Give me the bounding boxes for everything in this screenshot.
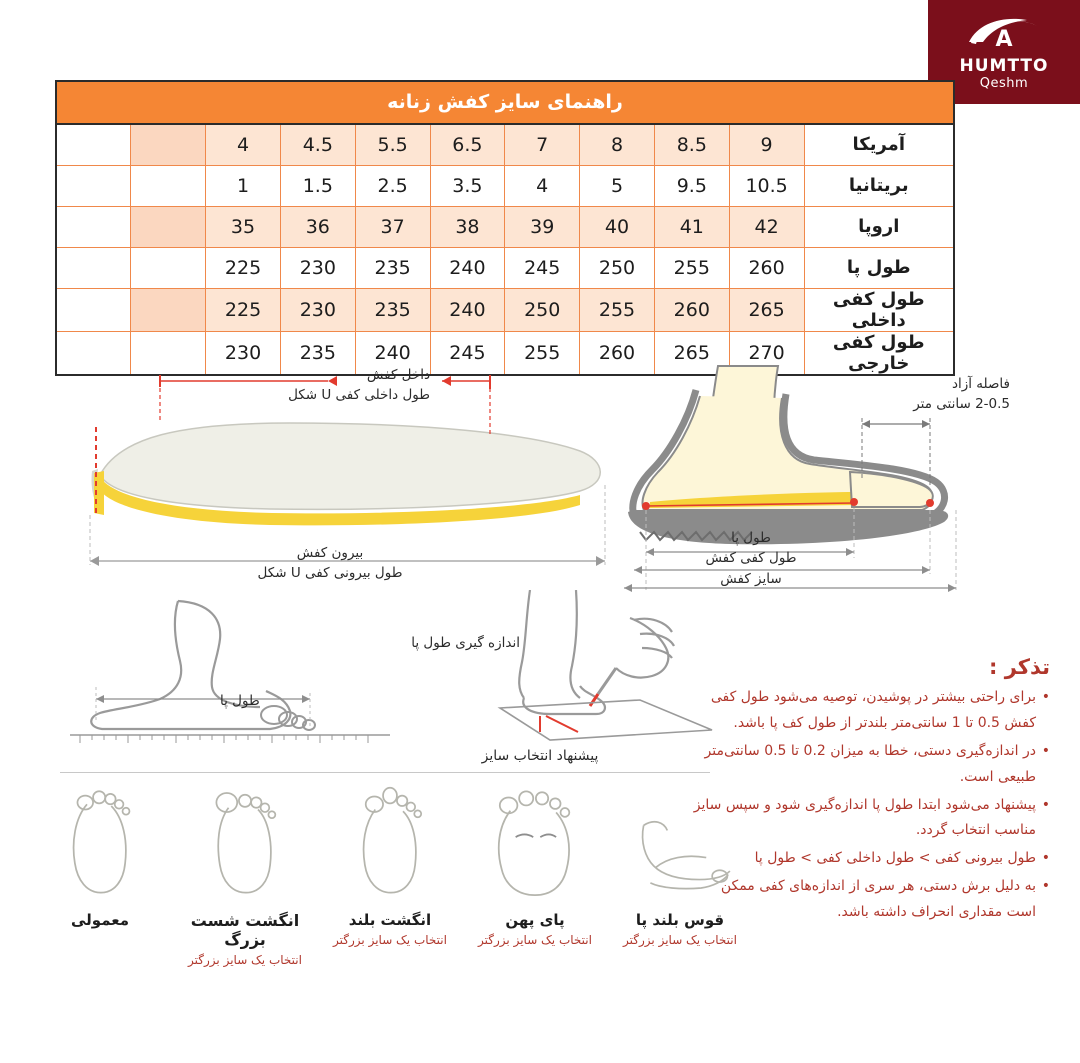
foot-type-hint: انتخاب یک سایز بزرگتر bbox=[188, 953, 302, 967]
table-cell: 240 bbox=[430, 288, 505, 331]
table-cell: 35 bbox=[206, 206, 281, 247]
table-cell: 225 bbox=[206, 288, 281, 331]
row-label: طول کفی داخلی bbox=[804, 288, 954, 331]
table-spacer-cell bbox=[131, 288, 206, 331]
table-cell: 270 bbox=[729, 331, 804, 375]
note-item: • در اندازه‌گیری دستی، خطا به میزان 0.2 تا 0.5 سانتی‌متر طبیعی است. bbox=[690, 739, 1050, 791]
row-label: طول کفی خارجی bbox=[804, 331, 954, 375]
shoe-dim-label-1: طول پا bbox=[731, 530, 771, 546]
table-cell: 260 bbox=[654, 288, 729, 331]
table-spacer-cell bbox=[131, 247, 206, 288]
size-table-wrap bbox=[55, 80, 955, 376]
foot-type-name: قوس بلند پا bbox=[635, 911, 725, 929]
brand-name: HUMTTO bbox=[959, 56, 1049, 77]
note-item: • به دلیل برش دستی، هر سری از اندازه‌های کفی ممکن است مقداری انحراف داشته باشد. bbox=[690, 874, 1050, 926]
notes-title: تذکر : bbox=[988, 655, 1050, 679]
free-space-label-2: 2-0.5 سانتی متر bbox=[913, 396, 1010, 413]
notes-block bbox=[690, 655, 1050, 928]
table-row bbox=[56, 165, 954, 206]
table-cell: 8 bbox=[580, 124, 655, 165]
table-cell: 38 bbox=[430, 206, 505, 247]
size-table-title: راهنمای سایز کفش زنانه bbox=[55, 80, 955, 123]
table-cell: 265 bbox=[729, 288, 804, 331]
foot-type-item bbox=[620, 775, 740, 949]
foot-type-illustration bbox=[620, 775, 740, 905]
note-item: • برای راحتی بیشتر در پوشیدن، توصیه می‌شود طول کفی کفش 0.5 تا 1 سانتی‌متر بلندتر از طول کف پا باشد. bbox=[690, 685, 1050, 737]
foot-type-item bbox=[330, 775, 450, 949]
foot-type-hint: انتخاب یک سایز بزرگتر bbox=[623, 933, 737, 947]
table-cell: 37 bbox=[355, 206, 430, 247]
table-cell: 5.5 bbox=[355, 124, 430, 165]
foot-type-hint: انتخاب یک سایز بزرگتر bbox=[478, 933, 592, 947]
foot-types-row bbox=[40, 775, 740, 969]
insole-inner-label-2: طول داخلی کفی U شکل bbox=[288, 387, 430, 404]
foot-type-illustration bbox=[40, 775, 160, 905]
table-cell: 245 bbox=[505, 247, 580, 288]
table-spacer-cell bbox=[56, 288, 131, 331]
foot-type-illustration bbox=[330, 775, 450, 905]
foot-type-name: معمولی bbox=[70, 911, 130, 929]
table-cell: 1 bbox=[206, 165, 281, 206]
table-row bbox=[56, 288, 954, 331]
row-label: اروپا bbox=[804, 206, 954, 247]
table-cell: 1.5 bbox=[280, 165, 355, 206]
brand-sub: Qeshm bbox=[979, 76, 1029, 92]
table-cell: 235 bbox=[355, 247, 430, 288]
table-cell: 240 bbox=[430, 247, 505, 288]
table-cell: 250 bbox=[580, 247, 655, 288]
table-cell: 4 bbox=[505, 165, 580, 206]
svg-text:A: A bbox=[995, 27, 1013, 53]
table-spacer-cell bbox=[131, 124, 206, 165]
table-cell: 4.5 bbox=[280, 124, 355, 165]
foot-type-name: انگشت بلند bbox=[348, 911, 432, 929]
foot-type-hint: انتخاب یک سایز بزرگتر bbox=[333, 933, 447, 947]
table-cell: 260 bbox=[580, 331, 655, 375]
foot-types-divider bbox=[60, 772, 710, 773]
row-label: بریتانیا bbox=[804, 165, 954, 206]
insole-outer-label-2: طول بیرونی کفی U شکل bbox=[257, 565, 403, 582]
table-cell: 41 bbox=[654, 206, 729, 247]
foot-type-illustration bbox=[475, 775, 595, 905]
table-spacer-cell bbox=[56, 165, 131, 206]
note-item: • پیشنهاد می‌شود ابتدا طول پا اندازه‌گیری شود و سپس سایز مناسب انتخاب گردد. bbox=[690, 793, 1050, 845]
table-cell: 250 bbox=[505, 288, 580, 331]
foot-measure-title: اندازه گیری طول پا bbox=[411, 635, 520, 651]
foot-length-label: طول پا bbox=[220, 693, 260, 709]
table-row bbox=[56, 247, 954, 288]
palm-tree-letter-a-icon bbox=[949, 12, 1059, 56]
shoe-side-figure bbox=[600, 360, 1010, 600]
row-label: طول پا bbox=[804, 247, 954, 288]
row-label: آمریکا bbox=[804, 124, 954, 165]
table-cell: 260 bbox=[729, 247, 804, 288]
insole-figure bbox=[60, 365, 620, 595]
table-cell: 230 bbox=[280, 288, 355, 331]
table-spacer-cell bbox=[131, 206, 206, 247]
table-row bbox=[56, 206, 954, 247]
table-cell: 2.5 bbox=[355, 165, 430, 206]
table-spacer-cell bbox=[56, 206, 131, 247]
table-cell: 40 bbox=[580, 206, 655, 247]
table-cell: 9.5 bbox=[654, 165, 729, 206]
foot-type-illustration bbox=[185, 775, 305, 905]
table-cell: 255 bbox=[654, 247, 729, 288]
table-cell: 5 bbox=[580, 165, 655, 206]
table-cell: 240 bbox=[355, 331, 430, 375]
free-space-label-1: فاصله آزاد bbox=[951, 376, 1010, 392]
table-cell: 235 bbox=[355, 288, 430, 331]
table-cell: 225 bbox=[206, 247, 281, 288]
table-cell: 39 bbox=[505, 206, 580, 247]
table-cell: 10.5 bbox=[729, 165, 804, 206]
foot-types-title: پیشنهاد انتخاب سایز bbox=[481, 748, 599, 764]
table-cell: 255 bbox=[505, 331, 580, 375]
insole-outer-label-1: بیرون کفش bbox=[296, 545, 364, 561]
insole-inner-label-1: داخل کفش bbox=[366, 367, 430, 383]
foot-type-item bbox=[40, 775, 160, 932]
table-row bbox=[56, 124, 954, 165]
note-item: • طول بیرونی کفی > طول داخلی کفی > طول پا bbox=[690, 846, 1050, 872]
table-cell: 255 bbox=[580, 288, 655, 331]
foot-type-item bbox=[185, 775, 305, 969]
table-cell: 235 bbox=[280, 331, 355, 375]
shoe-dim-label-2: طول کفی کفش bbox=[705, 550, 797, 567]
table-cell: 230 bbox=[280, 247, 355, 288]
size-table bbox=[55, 80, 955, 376]
size-table-body bbox=[56, 124, 954, 375]
table-cell: 4 bbox=[206, 124, 281, 165]
table-cell: 36 bbox=[280, 206, 355, 247]
table-cell: 8.5 bbox=[654, 124, 729, 165]
foot-measure-figure bbox=[60, 595, 530, 755]
table-spacer-cell bbox=[56, 124, 131, 165]
notes-list bbox=[690, 685, 1050, 926]
table-cell: 42 bbox=[729, 206, 804, 247]
foot-type-name: انگشت شست بزرگ bbox=[190, 911, 300, 949]
table-cell: 3.5 bbox=[430, 165, 505, 206]
table-cell: 9 bbox=[729, 124, 804, 165]
foot-type-item bbox=[475, 775, 595, 949]
table-cell: 245 bbox=[430, 331, 505, 375]
foot-type-name: پای پهن bbox=[505, 911, 565, 929]
shoe-dim-label-3: سایز کفش bbox=[720, 570, 782, 587]
table-cell: 6.5 bbox=[430, 124, 505, 165]
table-spacer-cell bbox=[56, 247, 131, 288]
table-cell: 265 bbox=[654, 331, 729, 375]
table-cell: 7 bbox=[505, 124, 580, 165]
table-cell: 230 bbox=[206, 331, 281, 375]
table-spacer-cell bbox=[131, 165, 206, 206]
